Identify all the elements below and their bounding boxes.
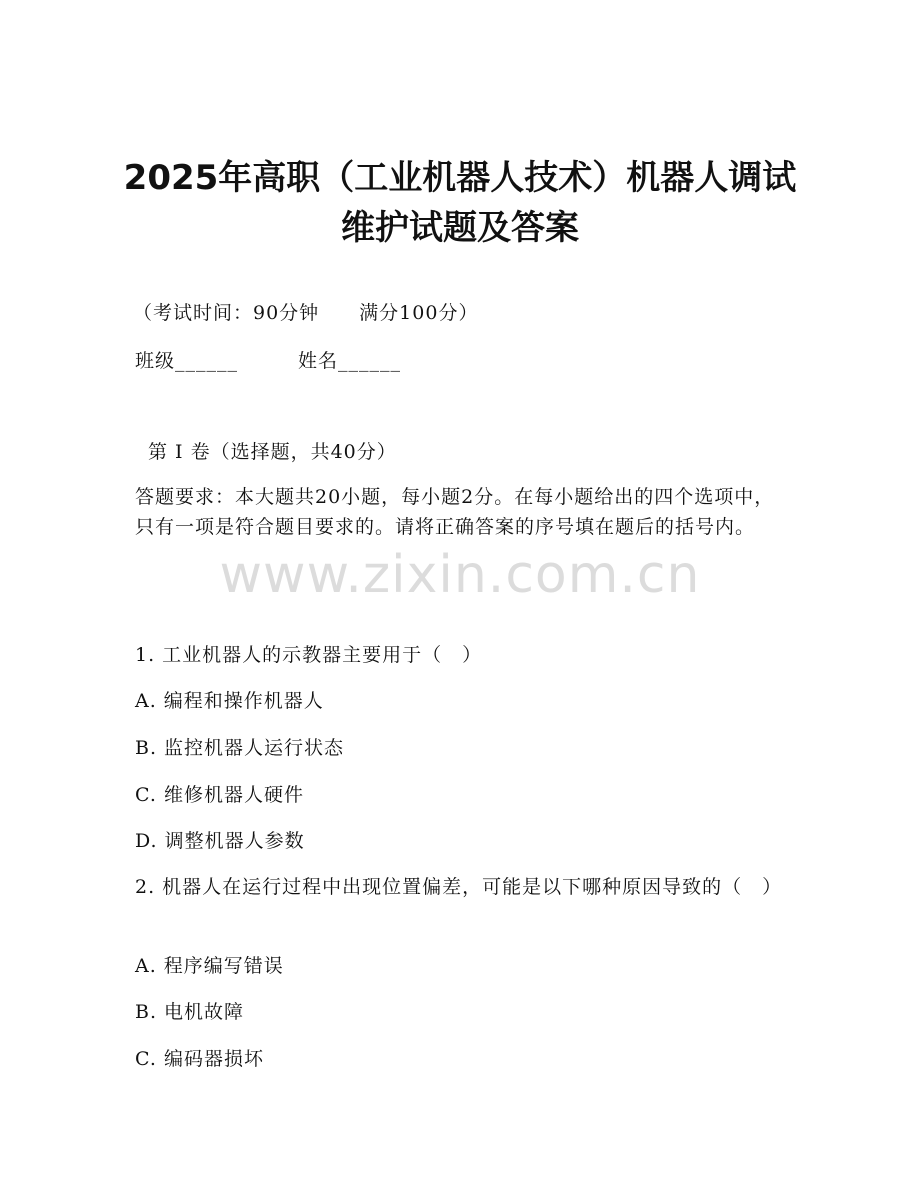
document-title-line-1: 2025年高职（工业机器人技术）机器人调试 bbox=[123, 158, 797, 198]
instructions-paragraph: 答题要求：本大题共20小题，每小题2分。在每小题给出的四个选项中，只有一项是符合题目要求的。请将正确答案的序号填在题后的括号内。 bbox=[135, 486, 775, 538]
section-title: 第 I 卷（选择题，共40分） bbox=[148, 441, 397, 463]
question-2-option-b: B. 电机故障 bbox=[135, 1001, 245, 1023]
class-name-line: 班级______ 姓名______ bbox=[135, 350, 402, 372]
exam-info: （考试时间：90分钟 满分100分） bbox=[133, 302, 479, 324]
question-2-option-c: C. 编码器损坏 bbox=[135, 1048, 264, 1070]
document-title-line-2: 维护试题及答案 bbox=[341, 208, 579, 248]
question-2-stem: 2. 机器人在运行过程中出现位置偏差，可能是以下哪种原因导致的（ ） bbox=[135, 876, 783, 898]
question-1-option-d: D. 调整机器人参数 bbox=[135, 830, 305, 852]
question-1-option-c: C. 维修机器人硬件 bbox=[135, 784, 304, 806]
watermark: www.zixin.com.cn bbox=[219, 545, 701, 605]
question-1-option-b: B. 监控机器人运行状态 bbox=[135, 737, 345, 759]
question-2-option-a: A. 程序编写错误 bbox=[135, 955, 284, 977]
question-1-option-a: A. 编程和操作机器人 bbox=[135, 690, 324, 712]
question-1-stem: 1. 工业机器人的示教器主要用于（ ） bbox=[135, 644, 483, 666]
